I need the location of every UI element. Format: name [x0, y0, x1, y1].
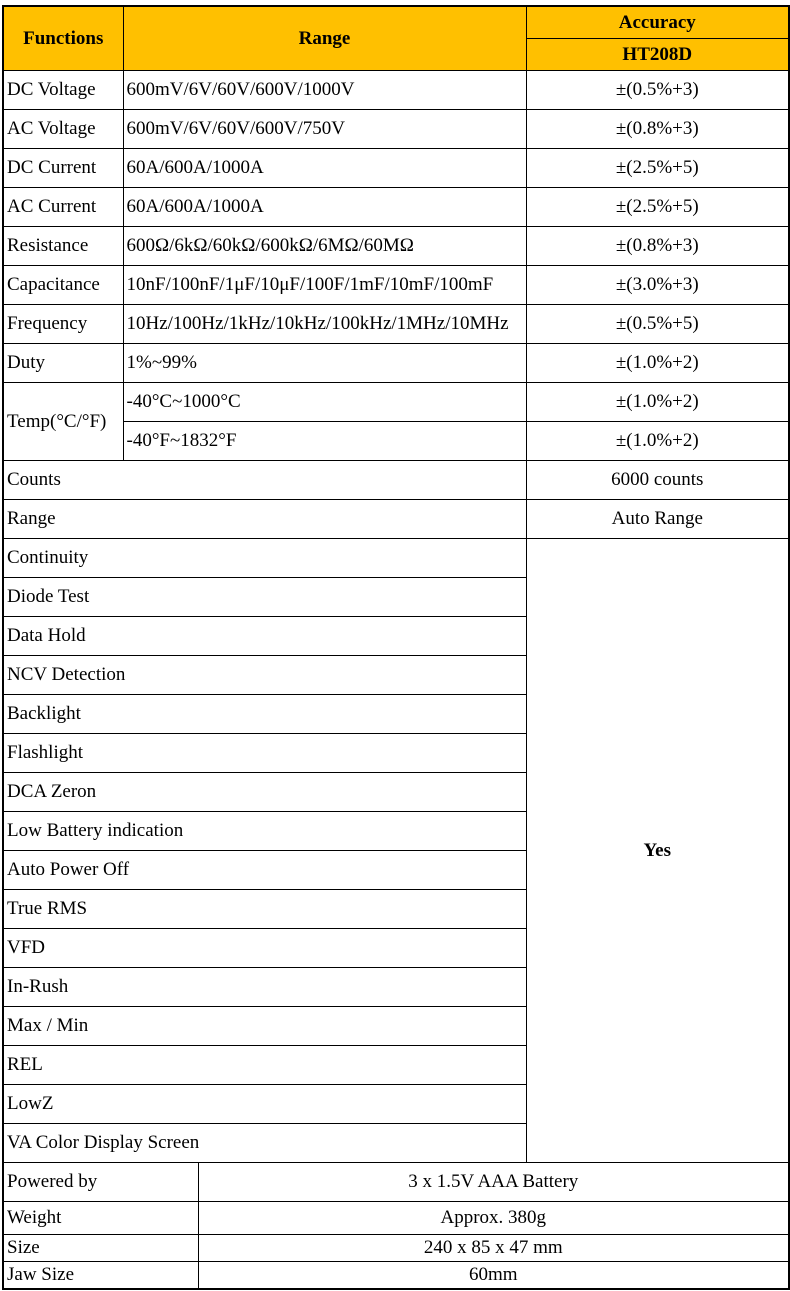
feature-row: [3, 539, 789, 578]
function-cell: Duty: [3, 344, 123, 383]
range-header: Range: [123, 6, 526, 71]
range-cell: -40°F~1832°F: [123, 422, 526, 461]
table-row: [3, 188, 789, 227]
feature-label: LowZ: [3, 1085, 526, 1124]
counts-value: 6000 counts: [526, 461, 789, 500]
feature-label: DCA Zeron: [3, 773, 526, 812]
table-row: [3, 461, 789, 500]
header-row-1: [3, 6, 789, 39]
general-row: [3, 1163, 789, 1202]
table-row: [3, 110, 789, 149]
feature-label: In-Rush: [3, 968, 526, 1007]
general-label: Weight: [3, 1202, 198, 1235]
range-mode-label: Range: [3, 500, 526, 539]
accuracy-header: Accuracy: [526, 6, 789, 39]
general-value: 240 x 85 x 47 mm: [198, 1235, 789, 1262]
function-cell: Frequency: [3, 305, 123, 344]
feature-label: Continuity: [3, 539, 526, 578]
table-row: [3, 344, 789, 383]
accuracy-cell: ±(1.0%+2): [526, 383, 789, 422]
temperature-function-cell: Temp(°C/°F): [3, 383, 123, 461]
model-header: HT208D: [526, 39, 789, 71]
functions-header: Functions: [3, 6, 123, 71]
range-cell: 600mV/6V/60V/600V/750V: [123, 110, 526, 149]
general-row: [3, 1202, 789, 1235]
feature-label: VA Color Display Screen: [3, 1124, 526, 1163]
function-cell: Resistance: [3, 227, 123, 266]
table-row: [3, 500, 789, 539]
range-cell: 10nF/100nF/1μF/10μF/100F/1mF/10mF/100mF: [123, 266, 526, 305]
range-cell: 1%~99%: [123, 344, 526, 383]
feature-label: Max / Min: [3, 1007, 526, 1046]
range-cell: 600Ω/6kΩ/60kΩ/600kΩ/6MΩ/60MΩ: [123, 227, 526, 266]
general-row: [3, 1262, 789, 1290]
function-cell: AC Voltage: [3, 110, 123, 149]
function-cell: DC Voltage: [3, 71, 123, 110]
table-row: [3, 305, 789, 344]
table-row: [3, 149, 789, 188]
general-value: Approx. 380g: [198, 1202, 789, 1235]
range-cell: 600mV/6V/60V/600V/1000V: [123, 71, 526, 110]
table-row: [3, 383, 789, 422]
range-cell: 60A/600A/1000A: [123, 149, 526, 188]
function-cell: AC Current: [3, 188, 123, 227]
feature-label: Diode Test: [3, 578, 526, 617]
table-row: [3, 266, 789, 305]
general-label: Size: [3, 1235, 198, 1262]
accuracy-cell: ±(1.0%+2): [526, 422, 789, 461]
feature-label: REL: [3, 1046, 526, 1085]
feature-label: NCV Detection: [3, 656, 526, 695]
general-value: 60mm: [198, 1262, 789, 1290]
range-cell: 10Hz/100Hz/1kHz/10kHz/100kHz/1MHz/10MHz: [123, 305, 526, 344]
accuracy-cell: ±(0.5%+5): [526, 305, 789, 344]
accuracy-cell: ±(1.0%+2): [526, 344, 789, 383]
feature-label: True RMS: [3, 890, 526, 929]
feature-label: Auto Power Off: [3, 851, 526, 890]
feature-label: Flashlight: [3, 734, 526, 773]
accuracy-cell: ±(3.0%+3): [526, 266, 789, 305]
range-cell: 60A/600A/1000A: [123, 188, 526, 227]
function-cell: DC Current: [3, 149, 123, 188]
general-label: Jaw Size: [3, 1262, 198, 1290]
features-supported-value: Yes: [526, 539, 789, 1163]
table-row: [3, 71, 789, 110]
feature-label: Data Hold: [3, 617, 526, 656]
table-row: [3, 227, 789, 266]
spec-table: [2, 5, 790, 1290]
general-value: 3 x 1.5V AAA Battery: [198, 1163, 789, 1202]
accuracy-cell: ±(0.5%+3): [526, 71, 789, 110]
function-cell: Capacitance: [3, 266, 123, 305]
general-label: Powered by: [3, 1163, 198, 1202]
feature-label: Low Battery indication: [3, 812, 526, 851]
range-mode-value: Auto Range: [526, 500, 789, 539]
accuracy-cell: ±(2.5%+5): [526, 188, 789, 227]
general-row: [3, 1235, 789, 1262]
accuracy-cell: ±(2.5%+5): [526, 149, 789, 188]
accuracy-cell: ±(0.8%+3): [526, 227, 789, 266]
feature-label: Backlight: [3, 695, 526, 734]
accuracy-cell: ±(0.8%+3): [526, 110, 789, 149]
range-cell: -40°C~1000°C: [123, 383, 526, 422]
feature-label: VFD: [3, 929, 526, 968]
counts-label: Counts: [3, 461, 526, 500]
